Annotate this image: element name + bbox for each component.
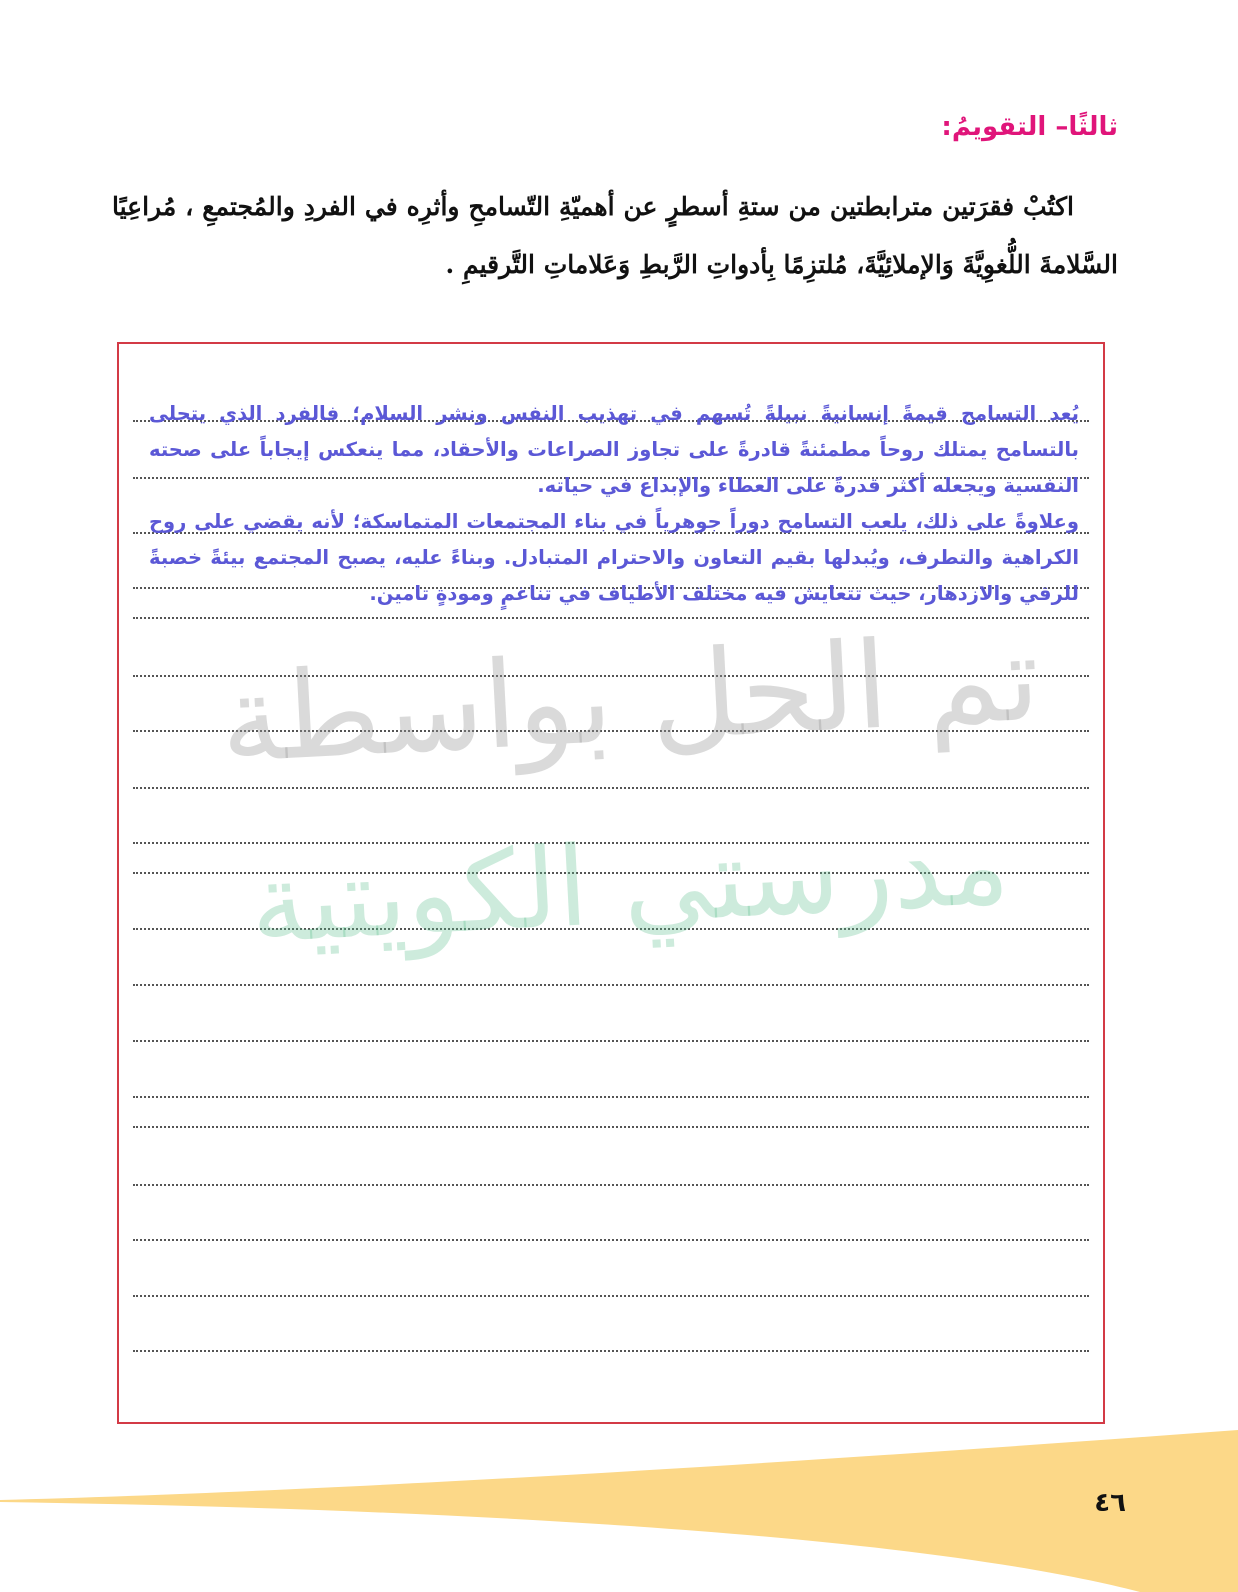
writing-line xyxy=(133,787,1089,789)
watermark-line-1: تم الحل بواسطة xyxy=(216,608,1043,791)
section-title: ثالثًا– التقويمُ: xyxy=(941,112,1118,142)
writing-line xyxy=(133,730,1089,732)
writing-line xyxy=(133,675,1089,677)
instructions-line-2: السَّلامةَ اللُّغوِيَّةَ وَالإملائِيَّةَ، مُلتزِمًا بِأدواتِ الرَّبطِ وَعَلاماتِ التَّرقيمِ . xyxy=(445,250,1118,279)
exercise-instructions xyxy=(112,178,1118,294)
writing-line xyxy=(133,1295,1089,1297)
answer-box xyxy=(117,342,1105,1424)
writing-line xyxy=(133,1040,1089,1042)
writing-line xyxy=(133,1096,1089,1098)
answer-text xyxy=(149,396,1079,612)
page-number: ٤٦ xyxy=(1094,1488,1126,1518)
writing-line xyxy=(133,1239,1089,1241)
writing-line xyxy=(133,1126,1089,1128)
answer-paragraph-1: يُعد التسامح قيمةً إنسانيةً نبيلةً تُسهم في تهذيب النفس ونشر السلام؛ فالفرد الذي يتحلى بالتسامح يمتلك روحاً مطمئنةً قادرةً على تجاوز الصراعات والأحقاد، مما ينعكس إيجاباً على صحته النفسية ويجعله أكثر قدرةً على العطاء والإبداع في حياته. xyxy=(149,402,1079,497)
writing-line xyxy=(133,984,1089,986)
footer-wave-band xyxy=(0,1430,1238,1592)
writing-line xyxy=(133,1350,1089,1352)
instructions-line-1: اكتُبْ فقرَتين مترابطتين من ستةِ أسطرٍ عن أهميّةِ التّسامحِ وأثرِه في الفردِ والمُجتمعِ ، مُراعِيًا xyxy=(112,192,1074,221)
writing-line xyxy=(133,617,1089,619)
writing-line xyxy=(133,928,1089,930)
writing-line xyxy=(133,842,1089,844)
watermark-line-2: مدرستي الكويتية xyxy=(247,800,1013,968)
answer-paragraph-2: وعلاوةً على ذلك، يلعب التسامح دوراً جوهرياً في بناء المجتمعات المتماسكة؛ لأنه يقضي على روح الكراهية والتطرف، ويُبدلها بقيم التعاون والاحترام المتبادل. وبناءً عليه، يصبح المجتمع بيئةً خصبةً للرقي والازدهار، حيث تتعايش فيه مختلف الأطياف في تناغمٍ ومودةٍ تامين. xyxy=(149,510,1079,605)
writing-line xyxy=(133,1184,1089,1186)
writing-line xyxy=(133,872,1089,874)
